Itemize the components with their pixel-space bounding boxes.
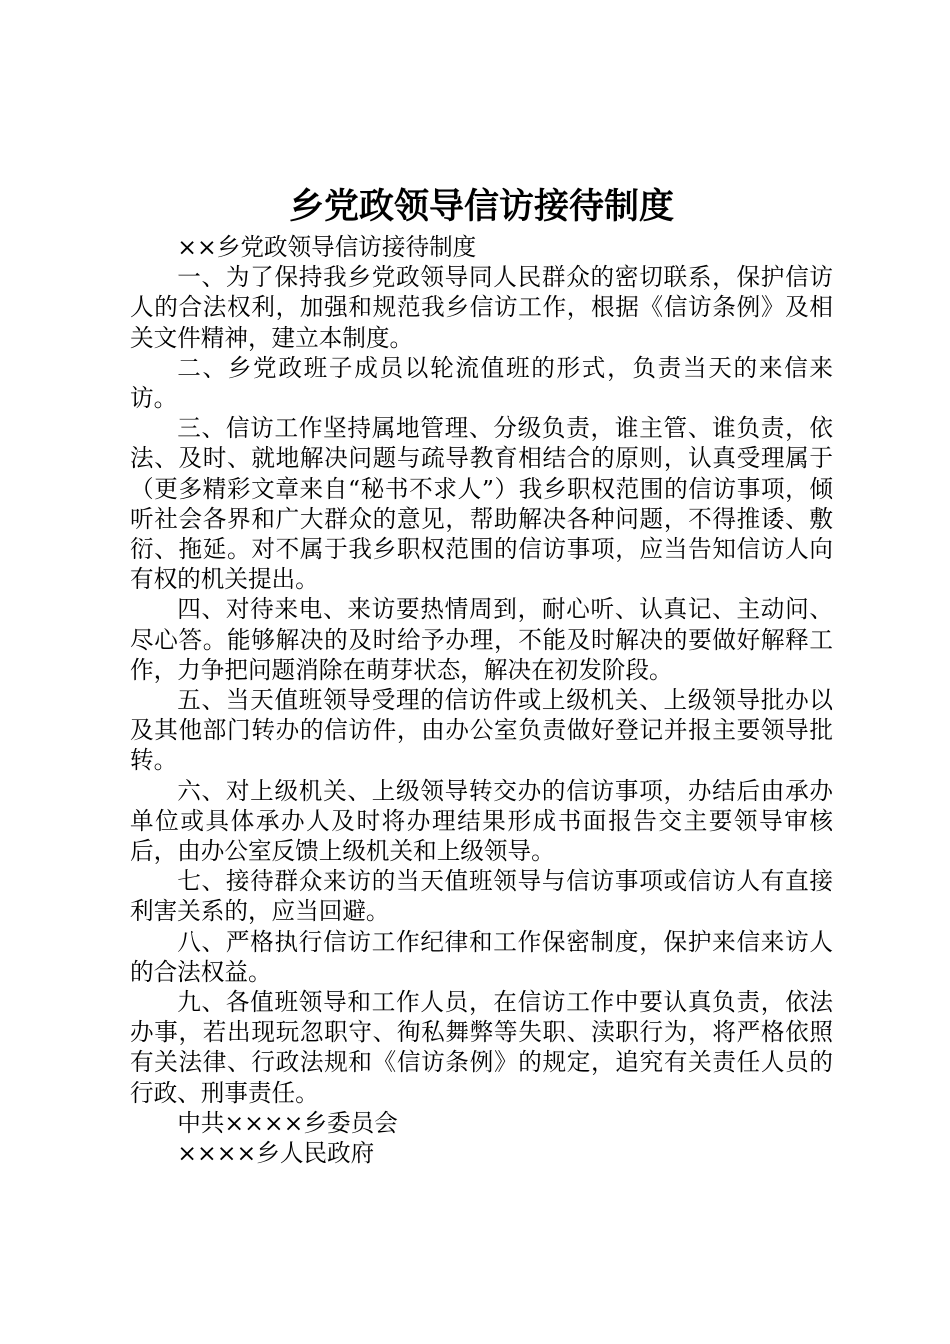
paragraph-article-1: 一、为了保持我乡党政领导同人民群众的密切联系，保护信访人的合法权利，加强和规范我乡信访工作，根据《信访条例》及相关文件精神，建立本制度。 bbox=[130, 263, 833, 352]
paragraph-article-7: 七、接待群众来访的当天值班领导与信访事项或信访人有直接利害关系的，应当回避。 bbox=[130, 867, 833, 926]
paragraph-article-8: 八、严格执行信访工作纪律和工作保密制度，保护来信来访人的合法权益。 bbox=[130, 927, 833, 986]
document-body bbox=[130, 232, 833, 1168]
paragraph-subtitle: ××乡党政领导信访接待制度 bbox=[177, 233, 477, 261]
paragraph-article-9: 九、各值班领导和工作人员，在信访工作中要认真负责，依法办事，若出现玩忽职守、徇私舞弊等失职、渎职行为，将严格依照有关法律、行政法规和《信访条例》的规定，追究有关责任人员的行政、刑事责任。 bbox=[130, 988, 833, 1107]
paragraph-article-5: 五、当天值班领导受理的信访件或上级机关、上级领导批办以及其他部门转办的信访件，由办公室负责做好登记并报主要领导批转。 bbox=[130, 686, 833, 775]
signature-party-committee: 中共××××乡委员会 bbox=[177, 1108, 398, 1137]
paragraph-article-3: 三、信访工作坚持属地管理、分级负责，谁主管、谁负责，依法、及时、就地解决问题与疏导教育相结合的原则，认真受理属于（更多精彩文章来自“秘书不求人”）我乡职权范围的信访事项，倾听社会各界和广大群众的意见，帮助解决各种问题，不得推诿、敷衍、拖延。对不属于我乡职权范围的信访事项，应当告知信访人向有权的机关提出。 bbox=[130, 414, 833, 594]
paragraph-article-6: 六、对上级机关、上级领导转交办的信访事项，办结后由承办单位或具体承办人及时将办理结果形成书面报告交主要领导审核后，由办公室反馈上级机关和上级领导。 bbox=[130, 776, 833, 866]
paragraph-article-4: 四、对待来电、来访要热情周到，耐心听、认真记、主动问、尽心答。能够解决的及时给予办理，不能及时解决的要做好解释工作，力争把问题消除在萌芽状态，解决在初发阶段。 bbox=[130, 595, 833, 684]
document-title: 乡党政领导信访接待制度 bbox=[288, 187, 674, 227]
paragraph-article-2: 二、乡党政班子成员以轮流值班的形式，负责当天的来信来访。 bbox=[130, 353, 833, 413]
signature-government: ××××乡人民政府 bbox=[177, 1139, 375, 1168]
